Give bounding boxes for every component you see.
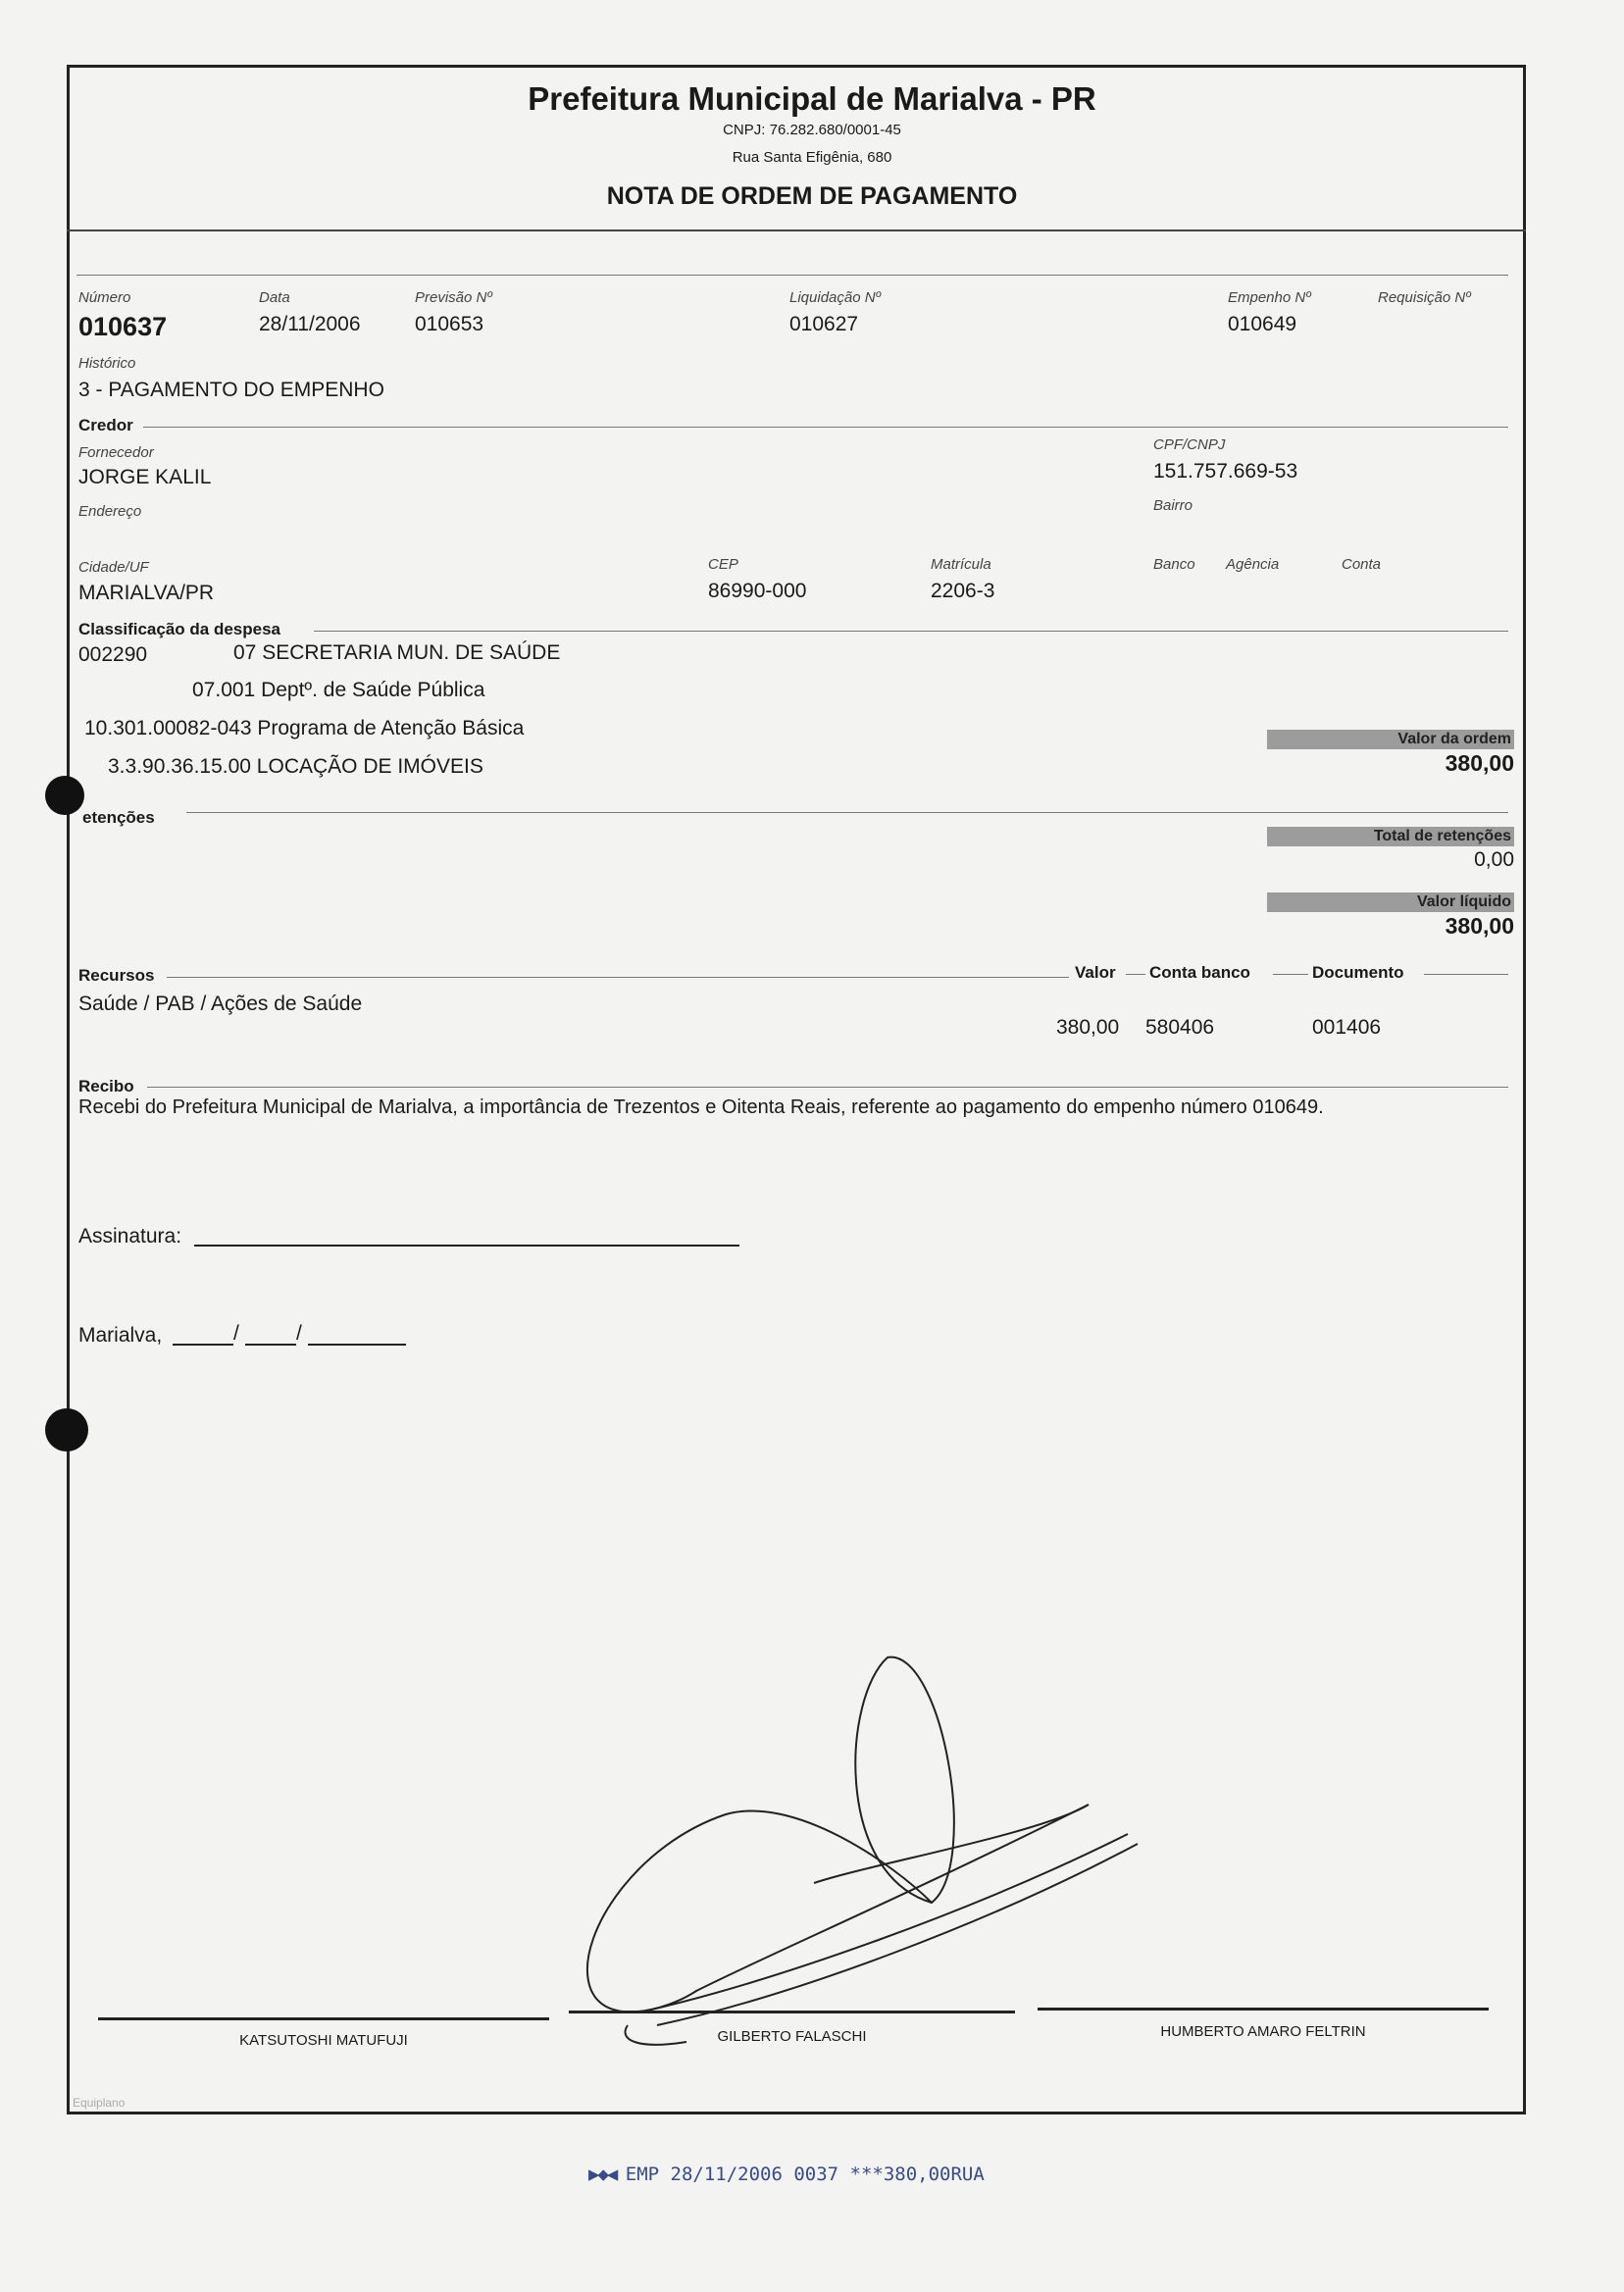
cidade-value: MARIALVA/PR: [78, 582, 215, 604]
departamento-value: 07.001 Deptº. de Saúde Pública: [192, 679, 485, 701]
matricula-label: Matrícula: [931, 556, 991, 573]
recursos-conta: 580406: [1145, 1016, 1215, 1039]
recibo-divider: [147, 1087, 1508, 1088]
recursos-divider-4: [1424, 974, 1508, 975]
previsao-label: Previsão Nº: [415, 289, 492, 306]
signature-name-3: HUMBERTO AMARO FELTRIN: [1160, 2023, 1366, 2040]
requisicao-label: Requisição Nº: [1378, 289, 1471, 306]
recursos-documento-label: Documento: [1312, 963, 1404, 982]
date-month-line[interactable]: [245, 1344, 296, 1346]
recursos-valor-label: Valor: [1075, 963, 1116, 982]
punch-hole-1: [45, 776, 84, 815]
org-cnpj: CNPJ: 76.282.680/0001-45: [723, 122, 901, 138]
top-divider: [76, 275, 1508, 276]
signature-line-2: [569, 2011, 1015, 2013]
classificacao-divider: [314, 631, 1508, 632]
historico-value: 3 - PAGAMENTO DO EMPENHO: [78, 379, 384, 401]
recursos-conta-label: Conta banco: [1149, 963, 1250, 982]
banco-label: Banco: [1153, 556, 1195, 573]
programa-value: 10.301.00082-043 Programa de Atenção Básica: [84, 717, 525, 739]
handwritten-signature: [579, 1638, 1147, 2050]
cidade-label: Cidade/UF: [78, 559, 149, 576]
assinatura-line[interactable]: [194, 1245, 739, 1247]
elemento-value: 3.3.90.36.15.00 LOCAÇÃO DE IMÓVEIS: [108, 755, 483, 778]
signature-line-1: [98, 2017, 549, 2020]
total-retencoes-bar: [1267, 827, 1514, 846]
conta-label: Conta: [1342, 556, 1382, 573]
fornecedor-value: JORGE KALIL: [78, 466, 212, 488]
cep-label: CEP: [708, 556, 738, 573]
valor-ordem-bar: [1267, 730, 1514, 749]
empenho-label: Empenho Nº: [1228, 289, 1311, 306]
signature-line-3: [1038, 2008, 1489, 2011]
agencia-label: Agência: [1226, 556, 1280, 573]
header-divider: [67, 229, 1526, 231]
valor-ordem-label: Valor da ordem: [1397, 731, 1511, 747]
data-label: Data: [259, 289, 290, 306]
total-retencoes-label: Total de retenções: [1373, 828, 1511, 844]
secretaria-value: 07 SECRETARIA MUN. DE SAÚDE: [233, 641, 561, 664]
recursos-descricao: Saúde / PAB / Ações de Saúde: [78, 993, 363, 1015]
signature-name-2: GILBERTO FALASCHI: [717, 2028, 867, 2045]
liquidacao-value: 010627: [789, 313, 859, 335]
org-address: Rua Santa Efigênia, 680: [732, 149, 892, 166]
retencoes-section-title: etenções: [82, 808, 155, 827]
document-title: NOTA DE ORDEM DE PAGAMENTO: [606, 182, 1018, 210]
matricula-value: 2206-3: [931, 580, 995, 602]
signature-name-1: KATSUTOSHI MATUFUJI: [239, 2032, 408, 2049]
cep-value: 86990-000: [708, 580, 807, 602]
org-title: Prefeitura Municipal de Marialva - PR: [528, 80, 1096, 117]
credor-divider: [143, 427, 1508, 428]
previsao-value: 010653: [415, 313, 484, 335]
date-slash-1: /: [233, 1322, 239, 1345]
date-slash-2: /: [296, 1322, 302, 1345]
local-label: Marialva,: [78, 1324, 163, 1347]
bairro-label: Bairro: [1153, 497, 1193, 514]
fornecedor-label: Fornecedor: [78, 444, 154, 461]
historico-label: Histórico: [78, 355, 136, 372]
recursos-divider-3: [1273, 974, 1308, 975]
assinatura-label: Assinatura:: [78, 1225, 182, 1248]
recursos-section-title: Recursos: [78, 966, 155, 985]
credor-section-title: Credor: [78, 416, 133, 434]
empenho-value: 010649: [1228, 313, 1297, 335]
retencoes-divider: [186, 812, 1508, 813]
data-value: 28/11/2006: [259, 313, 361, 335]
valor-liquido-value: 380,00: [1445, 913, 1514, 939]
endereco-label: Endereço: [78, 503, 142, 520]
recibo-text: Recebi do Prefeitura Municipal de Marialva, a importância de Trezentos e Oitenta Reais, referente ao pagamento do empenho número 010649.: [78, 1096, 1324, 1118]
date-year-line[interactable]: [308, 1344, 406, 1346]
valor-liquido-bar: [1267, 892, 1514, 912]
payment-stamp: [588, 2164, 985, 2185]
recursos-divider: [167, 977, 1069, 978]
total-retencoes-value: 0,00: [1474, 848, 1514, 871]
recursos-valor: 380,00: [1056, 1016, 1120, 1039]
valor-ordem-value: 380,00: [1445, 750, 1514, 776]
stamp-text: EMP 28/11/2006 0037 ***380,00RUA: [625, 2164, 985, 2185]
numero-label: Número: [78, 289, 131, 306]
punch-hole-2: [45, 1408, 88, 1452]
recursos-divider-2: [1126, 974, 1145, 975]
software-footer: Equiplano: [73, 2096, 126, 2110]
date-day-line[interactable]: [173, 1344, 233, 1346]
cpf-label: CPF/CNPJ: [1153, 436, 1226, 453]
recibo-section-title: Recibo: [78, 1077, 134, 1095]
valor-liquido-label: Valor líquido: [1416, 893, 1511, 910]
numero-value: 010637: [78, 312, 168, 341]
cpf-value: 151.757.669-53: [1153, 460, 1298, 483]
recursos-documento: 001406: [1312, 1016, 1382, 1039]
classificacao-code: 002290: [78, 643, 148, 666]
classificacao-section-title: Classificação da despesa: [78, 620, 281, 638]
liquidacao-label: Liquidação Nº: [789, 289, 882, 306]
stamp-mark-icon: ▶◆◀: [588, 2164, 626, 2185]
